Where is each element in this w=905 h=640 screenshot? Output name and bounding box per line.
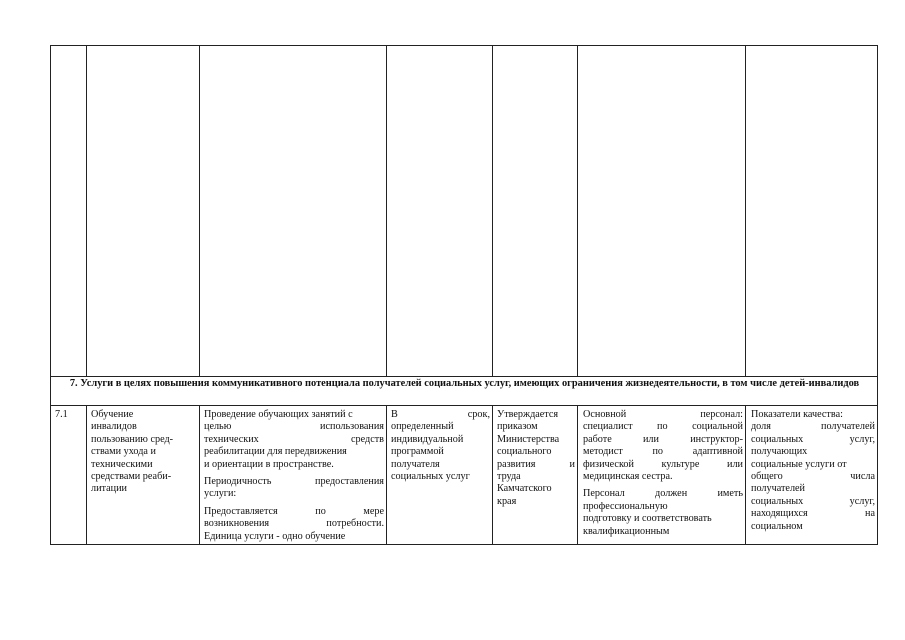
section-top-border bbox=[50, 376, 878, 377]
text-line: услуги: bbox=[204, 488, 237, 500]
text-line: квалификационным bbox=[583, 525, 670, 537]
service-name bbox=[91, 409, 197, 496]
text-line: техническими bbox=[91, 458, 153, 470]
text-line: Персонал должен иметь bbox=[583, 488, 743, 500]
text-line: находящихся на bbox=[751, 508, 875, 520]
text-line: Утверждается bbox=[497, 409, 559, 420]
text-line: социальных услуг, bbox=[751, 495, 875, 507]
text-line: технических средств bbox=[204, 433, 384, 445]
text-line: литации bbox=[91, 483, 127, 495]
col-divider bbox=[577, 405, 578, 544]
table-top-border bbox=[50, 45, 878, 46]
text-line: социальных услуг, bbox=[751, 433, 875, 445]
text-line: Показатели качества: bbox=[751, 409, 843, 420]
table-bottom-border bbox=[50, 544, 878, 545]
text-line: и ориентации в пространстве. bbox=[204, 458, 334, 470]
service-description bbox=[204, 409, 384, 543]
row-number: 7.1 bbox=[55, 409, 68, 420]
text-line: физической культуре или bbox=[583, 458, 743, 470]
text-line: ствами ухода и bbox=[91, 446, 156, 458]
text-line: подготовку и соответствовать bbox=[583, 513, 712, 525]
text-line: социальные услуги от bbox=[751, 458, 847, 470]
text-line: общего числа bbox=[751, 471, 875, 483]
text-line: Единица услуги - одно обучение bbox=[204, 530, 346, 542]
text-line: программой bbox=[391, 446, 444, 458]
col-divider bbox=[199, 405, 200, 544]
text-line: труда bbox=[497, 471, 521, 483]
text-line: Министерства bbox=[497, 433, 560, 445]
text-line: индивидуальной bbox=[391, 433, 464, 445]
text-line: социальном bbox=[751, 520, 803, 532]
text-line: работе или инструктор- bbox=[583, 433, 743, 445]
text-line: социальных услуг bbox=[391, 471, 470, 483]
text-line: целью использования bbox=[204, 421, 384, 433]
text-line: определенный bbox=[391, 421, 454, 433]
col-divider bbox=[492, 45, 493, 376]
col-divider bbox=[577, 45, 578, 376]
section-heading: 7. Услуги в целях повышения коммуникативного потенциала получателей социальных услуг, имеющих ограничения жизнедеятельности, в том числе детей-инвалидов bbox=[69, 378, 860, 389]
text-line: получающих bbox=[751, 446, 808, 458]
text-line: Периодичность предоставления bbox=[204, 476, 384, 488]
col-divider bbox=[492, 405, 493, 544]
text-line: Обучение bbox=[91, 409, 134, 420]
text-line: социального bbox=[497, 446, 552, 458]
service-term bbox=[391, 409, 490, 483]
text-line: получателя bbox=[391, 458, 440, 470]
text-line: развития и bbox=[497, 458, 575, 470]
text-line: приказом bbox=[497, 421, 538, 433]
text-line: медицинская сестра. bbox=[583, 471, 673, 483]
text-line: Проведение обучающих занятий с bbox=[204, 409, 353, 420]
text-line: Основной персонал: bbox=[583, 409, 743, 420]
text-line: специалист по социальной bbox=[583, 421, 743, 433]
service-quality bbox=[751, 409, 875, 533]
text-line: Предоставляется по мере bbox=[204, 505, 384, 517]
text-line: края bbox=[497, 495, 517, 507]
text-line: инвалидов bbox=[91, 421, 137, 433]
service-approval bbox=[497, 409, 575, 508]
table-left-border bbox=[50, 45, 51, 545]
text-line: реабилитации для передвижения bbox=[204, 446, 347, 458]
col-divider bbox=[745, 405, 746, 544]
text-line: методист по адаптивной bbox=[583, 446, 743, 458]
col-divider bbox=[386, 405, 387, 544]
service-staff bbox=[583, 409, 743, 538]
text-line: В срок, bbox=[391, 409, 490, 420]
table-right-border bbox=[877, 45, 878, 545]
col-divider bbox=[86, 405, 87, 544]
text-line: получателей bbox=[751, 483, 806, 495]
col-divider bbox=[745, 45, 746, 376]
text-line: профессиональную bbox=[583, 500, 668, 512]
col-divider bbox=[86, 45, 87, 376]
col-divider bbox=[386, 45, 387, 376]
text-line: средствами реаби- bbox=[91, 471, 172, 483]
text-line: пользованию сред- bbox=[91, 433, 174, 445]
text-line: доля получателей bbox=[751, 421, 875, 433]
text-line: возникновения потребности. bbox=[204, 518, 384, 530]
col-divider bbox=[199, 45, 200, 376]
row-top-border bbox=[50, 405, 878, 406]
text-line: Камчатского bbox=[497, 483, 552, 495]
